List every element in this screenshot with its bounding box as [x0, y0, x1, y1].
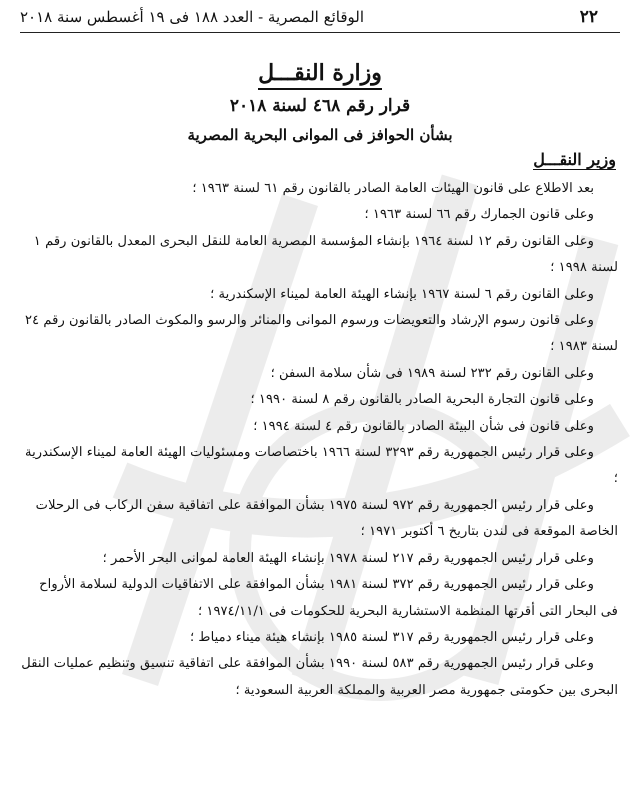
paragraph: وعلى قانون التجارة البحرية الصادر بالقانون رقم ٨ لسنة ١٩٩٠ ؛	[250, 392, 594, 408]
paragraph: وعلى قانون الجمارك رقم ٦٦ لسنة ١٩٦٣ ؛	[364, 207, 594, 223]
page-number: ٢٢	[579, 7, 598, 27]
decree-subject: بشأن الحوافز فى الموانى البحرية المصرية	[187, 126, 453, 144]
running-title: الوقائع المصرية - العدد ١٨٨ فى ١٩ أغسطس سنة ٢٠١٨	[20, 8, 364, 26]
page-header	[20, 4, 620, 30]
minister-heading	[533, 150, 616, 169]
paragraph: وعلى القانون رقم ١٢ لسنة ١٩٦٤ بإنشاء المؤسسة المصرية العامة للنقل البحرى المعدل بالقانون رقم ١ لسنة ١٩٩٨ ؛	[33, 233, 618, 276]
decree-title-block	[0, 60, 640, 144]
paragraph: وعلى قرار رئيس الجمهورية رقم ٥٨٣ لسنة ١٩٩٠ بشأن الموافقة على اتفاقية تنسيق وتنظيم عمليات النقل البحرى بين حكومتى جمهورية مصر العربية والمملكة العربية السعودية ؛	[21, 656, 618, 698]
paragraph: بعد الاطلاع على قانون الهيئات العامة الصادر بالقانون رقم ٦١ لسنة ١٩٦٣ ؛	[192, 181, 594, 196]
paragraph: وعلى قرار رئيس الجمهورية رقم ٣١٧ لسنة ١٩٨٥ بإنشاء هيئة ميناء دمياط ؛	[190, 629, 594, 645]
paragraph: وعلى قرار رئيس الجمهورية رقم ٣٢٩٣ لسنة ١٩٦٦ باختصاصات ومسئوليات الهيئة العامة لميناء الإسكندرية ؛	[25, 445, 618, 487]
paragraph: وعلى قرار رئيس الجمهورية رقم ٣٧٢ لسنة ١٩٨١ بشأن الموافقة على الاتفاقيات الدولية لسلامة الأرواح فى البحار التى أقرتها المنظمة الاستشارية البحرية للحكومات فى ١٩٧٤/١١/١ ؛	[39, 577, 618, 619]
paragraph: وعلى قرار رئيس الجمهورية رقم ٢١٧ لسنة ١٩٧٨ بإنشاء الهيئة العامة لموانى البحر الأحمر ؛	[102, 550, 594, 566]
paragraph: وعلى القانون رقم ٢٣٢ لسنة ١٩٨٩ فى شأن سلامة السفن ؛	[270, 365, 594, 381]
ministry-title: وزارة النقـــل	[258, 60, 382, 90]
decree-number: قرار رقم ٤٦٨ لسنة ٢٠١٨	[229, 96, 411, 116]
minister-heading-text: وزير النقـــل	[533, 150, 616, 169]
paragraph: وعلى قانون رسوم الإرشاد والتعويضات ورسوم الموانى والمنائر والرسو والمكوث الصادر بالقانون رقم ٢٤ لسنة ١٩٨٣ ؛	[25, 313, 618, 355]
decree-body	[20, 176, 618, 704]
paragraph: وعلى قرار رئيس الجمهورية رقم ٩٧٢ لسنة ١٩٧٥ بشأن الموافقة على اتفاقية سفن الركاب فى الرحلات الخاصة الموقعة فى لندن بتاريخ ٦ أكتوبر ١٩٧١ ؛	[35, 497, 618, 540]
header-divider	[20, 32, 620, 33]
paragraph: وعلى قانون فى شأن البيئة الصادر بالقانون رقم ٤ لسنة ١٩٩٤ ؛	[253, 418, 594, 434]
paragraph: وعلى القانون رقم ٦ لسنة ١٩٦٧ بإنشاء الهيئة العامة لميناء الإسكندرية ؛	[210, 286, 594, 302]
